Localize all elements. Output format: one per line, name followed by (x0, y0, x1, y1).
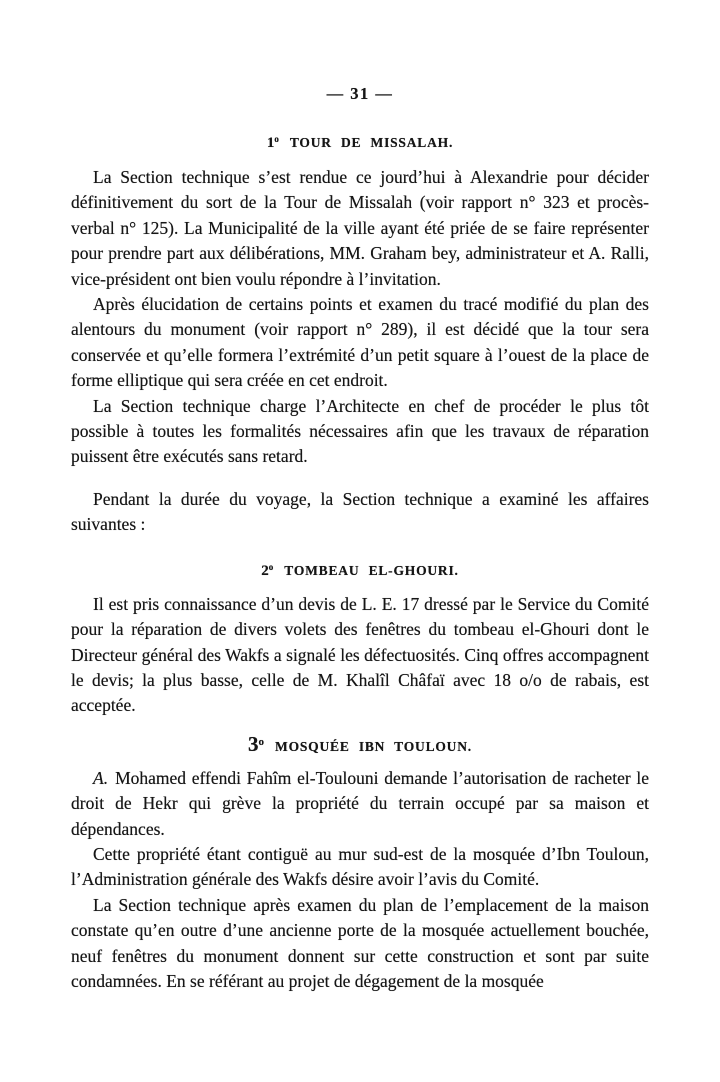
section-3-heading (71, 731, 649, 758)
paragraph-section3-2: Cette propriété étant contiguë au mur sud-est de la mosquée d’Ibn Touloun, l’Administration générale des Wakfs désire avoir l’avis du Comité. (71, 843, 649, 890)
paragraph-section1-2: Après élucidation de certains points et examen du tracé modifié du plan des alentours du monument (voir rapport n° 289), il est décidé que la tour sera conservée et qu’elle formera l’extrémité d’un petit square à l’ouest de la place de forme elliptique qui sera créée en cet endroit. (71, 294, 649, 391)
section-2-ordinal: o (268, 561, 274, 572)
paragraph-section2-1: Il est pris connaissance d’un devis de L. E. 17 dressé par le Service du Comité pour la réparation de divers volets des fenêtres du tombeau el-Ghouri dont le Directeur général des Wakfs a signalé les défectuosités. Cinq offres accompagnent le devis; la plus basse, celle de M. Khalîl Châfaï avec 18 o/o de rabais, est acceptée. (71, 593, 649, 716)
page-number: — 31 — (326, 84, 394, 103)
section-1-number: 1 (266, 135, 275, 151)
paragraph-section3-1-text: Mohamed effendi Fahîm el-Toulouni demande l’autorisation de racheter le droit de Hekr qui grève la propriété du terrain occupé par sa maison et dépendances. (71, 767, 649, 839)
paragraph-section1-1: La Section technique s’est rendue ce jourd’hui à Alexandrie pour décider définitivement du sort de la Tour de Missalah (voir rapport n° 323 et procès-verbal n° 125). La Municipalité de la ville ayant été priée de se faire représenter pour prendre part aux délibérations, MM. Graham bey, administrateur et A. Ralli, vice-président ont bien voulu répondre à l’invitation. (71, 167, 649, 289)
section-1-title: TOUR DE MISSALAH. (289, 135, 454, 150)
section-3-title: MOSQUÉE IBN TOULOUN. (275, 738, 472, 754)
section-2-number: 2 (261, 562, 269, 579)
section-3-number: 3 (248, 731, 259, 756)
section-2-title: TOMBEAU EL-GHOURI. (284, 562, 459, 578)
section-3-ordinal: o (258, 735, 265, 748)
paragraph-section1-3: La Section technique charge l’Architecte en chef de procéder le plus tôt possible à toutes les formalités nécessaires afin que les travaux de réparation puissent être exécutés sans retard. (71, 395, 649, 467)
paragraph-section3-3: La Section technique après examen du plan de l’emplacement de la maison constate qu’en outre d’une ancienne porte de la mosquée actuellement bouchée, neuf fenêtres du monument donnent sur cette construction et sont par suite condamnées. En se référant au projet de dégagement de la mosquée (71, 894, 649, 991)
section-1-heading (71, 130, 649, 153)
section-1-ordinal: o (274, 134, 279, 144)
paragraph-transition: Pendant la durée du voyage, la Section technique a examiné les affaires suivantes : (71, 488, 649, 535)
paragraph-lead-initial: A. (93, 767, 109, 788)
section-2-heading (71, 558, 649, 581)
text-block (71, 0, 649, 994)
paragraph-section3-1 (71, 766, 649, 842)
